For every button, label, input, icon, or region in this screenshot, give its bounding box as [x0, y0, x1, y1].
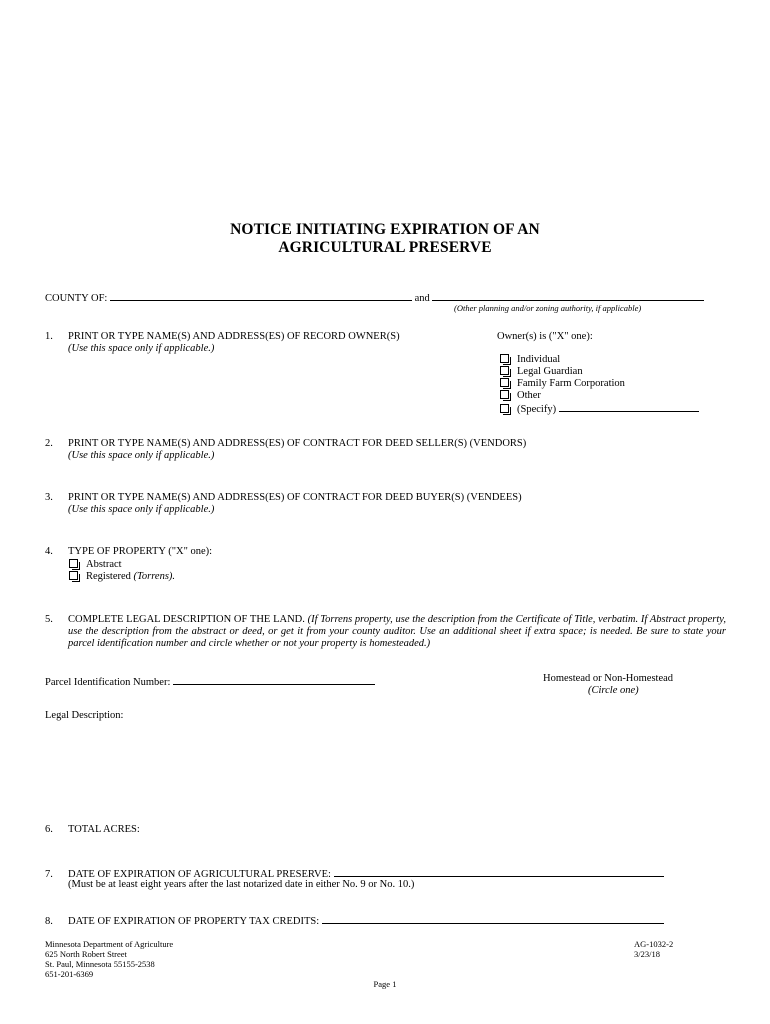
owner-option-individual[interactable]: Individual — [500, 354, 560, 365]
section-7-heading: 7. DATE OF EXPIRATION OF AGRICULTURAL PRESERVE: — [45, 867, 664, 880]
owner-option-other[interactable]: Other — [500, 390, 541, 401]
section-1-note: (Use this space only if applicable.) — [68, 343, 215, 354]
checkbox-icon[interactable] — [69, 571, 78, 580]
checkbox-icon[interactable] — [500, 404, 509, 413]
parcel-label: Parcel Identification Number: — [45, 677, 171, 688]
section-2-note: (Use this space only if applicable.) — [68, 450, 215, 461]
parcel-field[interactable] — [173, 675, 375, 685]
property-option-registered[interactable]: Registered (Torrens). — [69, 571, 175, 582]
preserve-expiration-field[interactable] — [334, 867, 664, 877]
checkbox-icon[interactable] — [500, 390, 509, 399]
checkbox-icon[interactable] — [500, 354, 509, 363]
property-option-abstract[interactable]: Abstract — [69, 559, 122, 570]
owner-option-legal-guardian[interactable]: Legal Guardian — [500, 366, 583, 377]
section-6-heading: 6. TOTAL ACRES: — [45, 824, 140, 835]
checkbox-icon[interactable] — [500, 366, 509, 375]
checkbox-icon[interactable] — [500, 378, 509, 387]
owner-option-family-farm-corporation[interactable]: Family Farm Corporation — [500, 378, 625, 389]
specify-field[interactable] — [559, 402, 699, 412]
homestead-label[interactable]: Homestead or Non-Homestead — [543, 673, 674, 684]
county-label: COUNTY OF: — [45, 293, 108, 304]
section-7-note: (Must be at least eight years after the last notarized date in either No. 9 or No. 10.) — [68, 879, 415, 890]
footer-address-2: St. Paul, Minnesota 55155-2538 — [45, 959, 155, 969]
section-3-heading: 3. PRINT OR TYPE NAME(S) AND ADDRESS(ES) OF CONTRACT FOR DEED BUYER(S) (VENDEES) — [45, 492, 522, 503]
section-4-heading: 4. TYPE OF PROPERTY ("X" one): — [45, 546, 213, 557]
county-and: and — [414, 293, 430, 304]
owner-option-specify[interactable]: (Specify) — [500, 402, 699, 415]
owner-type-label: Owner(s) is ("X" one): — [497, 331, 593, 342]
footer-form-id: AG-1032-2 — [634, 939, 674, 949]
document-title-line1: NOTICE INITIATING EXPIRATION OF AN — [230, 221, 540, 238]
section-5-instructions: (If Torrens property, use the description from the Certificate of Title, verbatim. If Abstract property, use the description from the abstract or deed, or get it from your county auditor. Use an additional sheet if extra space; is needed. Be sure to state your parcel identification number and circle whether or not your property is homesteaded.) — [68, 614, 726, 649]
page-number: Page 1 — [373, 979, 397, 989]
other-authority-note: (Other planning and/or zoning authority, if applicable) — [454, 303, 642, 313]
tax-credit-expiration-field[interactable] — [322, 914, 664, 924]
footer-org: Minnesota Department of Agriculture — [45, 939, 174, 949]
county-field[interactable] — [110, 291, 412, 301]
section-2-heading: 2. PRINT OR TYPE NAME(S) AND ADDRESS(ES) OF CONTRACT FOR DEED SELLER(S) (VENDORS) — [45, 438, 527, 449]
section-5-number: 5. — [45, 614, 53, 625]
section-8-heading: 8. DATE OF EXPIRATION OF PROPERTY TAX CREDITS: — [45, 914, 664, 927]
other-authority-field[interactable] — [432, 291, 704, 301]
parcel-row — [45, 675, 375, 688]
section-5-text — [68, 614, 726, 650]
footer-address-1: 625 North Robert Street — [45, 949, 127, 959]
section-3-note: (Use this space only if applicable.) — [68, 504, 215, 515]
section-1-heading: 1. PRINT OR TYPE NAME(S) AND ADDRESS(ES) OF RECORD OWNER(S) — [45, 331, 400, 342]
checkbox-icon[interactable] — [69, 559, 78, 568]
footer-form-block — [634, 939, 673, 959]
footer-phone: 651-201-6369 — [45, 969, 94, 979]
document-title-line2: AGRICULTURAL PRESERVE — [278, 239, 492, 256]
footer-date: 3/23/18 — [634, 949, 660, 959]
section-5-heading: COMPLETE LEGAL DESCRIPTION OF THE LAND. — [68, 614, 305, 625]
legal-description-label: Legal Description: — [45, 710, 124, 721]
footer-address-block — [45, 939, 173, 979]
circle-one-note: (Circle one) — [588, 685, 639, 696]
